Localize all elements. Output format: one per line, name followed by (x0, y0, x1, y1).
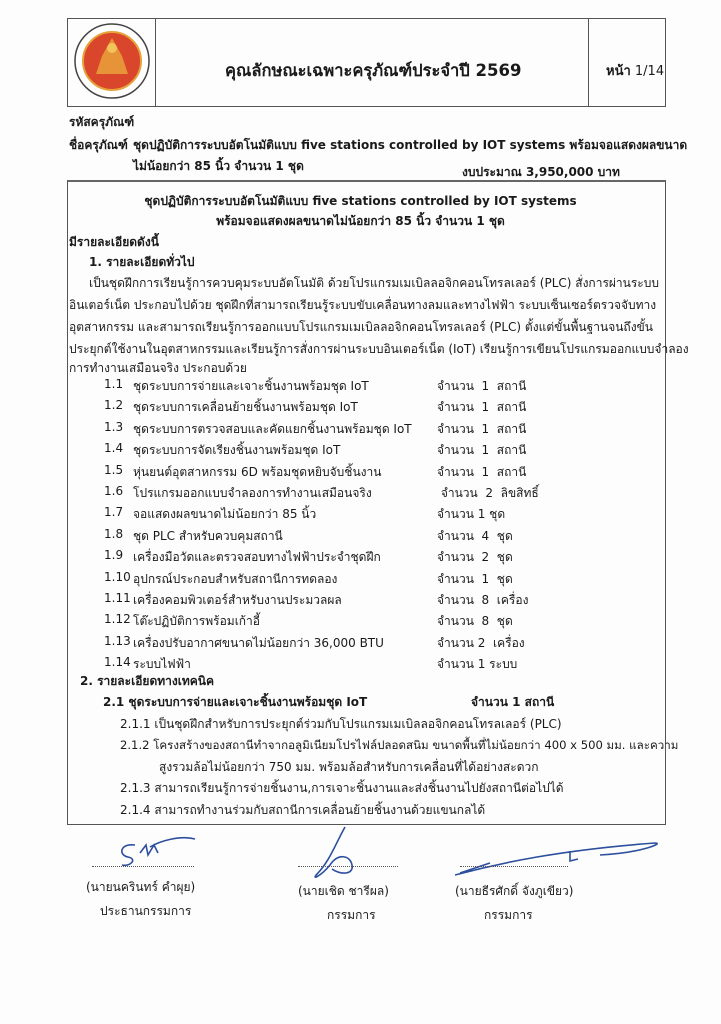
name-label: ชื่อครุภัณฑ์ (69, 138, 128, 152)
item-label: เครื่องมือวัดและตรวจสอบทางไฟฟ้าประจำชุดฝึก (133, 550, 381, 565)
item-quantity: จำนวน 1 สถานี (437, 464, 527, 479)
item-quantity: จำนวน 1 สถานี (437, 421, 527, 436)
item-quantity: จำนวน 1 สถานี (437, 400, 527, 415)
item-quantity: จำนวน 2 เครื่อง (437, 635, 525, 650)
item-label: โต๊ะปฏิบัติการพร้อมเก้าอี้ (133, 614, 261, 629)
item-quantity: จำนวน 8 เครื่อง (437, 593, 529, 607)
paragraph-line: อุตสาหกรรม และสามารถเรียนรู้การออกแบบโปรแกรมเมเบิลลอจิกคอนโทรลเลอร์ (PLC) ตั้งแต่ขั้นพื้นฐานจนถึงขั้น (69, 320, 653, 334)
item-quantity: จำนวน 2 ลิขสิทธิ์ (437, 486, 539, 500)
vocational-education-logo (72, 22, 152, 100)
item-quantity: จำนวน 1 ชุด (437, 507, 506, 522)
item-quantity: จำนวน 1 สถานี (437, 443, 527, 458)
item-label: เครื่องคอมพิวเตอร์สำหรับงานประมวลผล (133, 593, 342, 607)
item-number: 1.4 (104, 441, 124, 456)
content-heading-1: ชุดปฏิบัติการระบบอัตโนมัติแบบ five stations controlled by IOT systems (144, 194, 577, 208)
section-2-title: 2. รายละเอียดทางเทคนิค (80, 674, 215, 688)
equipment-name-line2: ไม่น้อยกว่า 85 นิ้ว จำนวน 1 ชุด (133, 159, 304, 173)
signatory-name: (นายนครินทร์ คำผุย) (86, 880, 196, 894)
code-label: รหัสครุภัณฑ์ (69, 115, 135, 129)
signatory-role: กรรมการ (484, 908, 533, 922)
spec-point: สูงรวมล้อไม่น้อยกว่า 750 มม. พร้อมล้อสำหรับการเคลื่อนที่ได้อย่างสะดวก (159, 760, 539, 774)
item-quantity: จำนวน 4 ชุด (437, 528, 513, 543)
signatory-name: (นายเชิด ชารีผล) (298, 884, 389, 898)
item-label: อุปกรณ์ประกอบสำหรับสถานีการทดลอง (133, 571, 338, 586)
item-label: ชุด PLC สำหรับควบคุมสถานี (133, 528, 283, 543)
item-quantity: จำนวน 1 สถานี (437, 379, 527, 393)
item-number: 1.10 (104, 569, 131, 584)
document-title: คุณลักษณะเฉพาะครุภัณฑ์ประจำปี 2569 (225, 61, 522, 80)
item-number: 1.8 (104, 526, 124, 541)
signatory-role: ประธานกรรมการ (100, 904, 192, 918)
item-number: 1.14 (104, 655, 131, 670)
paragraph-line: การทำงานเสมือนจริง ประกอบด้วย (69, 361, 247, 375)
paragraph-line: ประยุกต์ใช้งานในอุตสาหกรรมและเรียนรู้การสั่งการผ่านระบบอินเตอร์เน็ต (IoT) เรียนรู้การเขียนโปรแกรมออกแบบจำลอง (69, 342, 689, 356)
signature-1 (122, 838, 195, 866)
item-label: ระบบไฟฟ้า (133, 657, 191, 672)
subsection-2-1-qty: จำนวน 1 สถานี (471, 695, 555, 709)
signature-line (298, 866, 398, 867)
item-label: จอแสดงผลขนาดไม่น้อยกว่า 85 นิ้ว (133, 507, 317, 522)
item-number: 1.3 (104, 419, 124, 434)
spec-point: 2.1.1 เป็นชุดฝึกสำหรับการประยุกต์ร่วมกับโปรแกรมเมเบิลลอจิกคอนโทรลเลอร์ (PLC) (120, 717, 562, 731)
budget: งบประมาณ 3,950,000 บาท (462, 165, 620, 179)
spec-point: 2.1.2 โครงสร้างของสถานีทำจากอลูมิเนียมโปรไฟล์ปลอดสนิม ขนาดพื้นที่ไม่น้อยกว่า 400 x 500 มม. และความ (120, 738, 679, 752)
item-number: 1.11 (104, 591, 131, 605)
intro-label: มีรายละเอียดดังนี้ (69, 235, 159, 249)
item-quantity: จำนวน 8 ชุด (437, 614, 513, 629)
item-label: ชุดระบบการตรวจสอบและคัดแยกชิ้นงานพร้อมชุด IoT (133, 421, 412, 436)
item-label: เครื่องปรับอากาศขนาดไม่น้อยกว่า 36,000 BTU (133, 635, 384, 650)
item-number: 1.12 (104, 612, 131, 627)
signatory-role: กรรมการ (327, 908, 376, 922)
subsection-2-1-title: 2.1 ชุดระบบการจ่ายและเจาะชิ้นงานพร้อมชุด IoT (103, 695, 368, 709)
signature-line (460, 866, 568, 867)
item-number: 1.1 (104, 377, 124, 391)
content-heading-2: พร้อมจอแสดงผลขนาดไม่น้อยกว่า 85 นิ้ว จำนวน 1 ชุด (216, 214, 505, 228)
item-label: โปรแกรมออกแบบจำลองการทำงานเสมือนจริง (133, 486, 372, 500)
divider (588, 18, 589, 106)
item-number: 1.6 (104, 484, 124, 498)
paragraph-line: อินเตอร์เน็ต ประกอบไปด้วย ชุดฝึกที่สามารถเรียนรู้ระบบขับเคลื่อนทางลมและทางไฟฟ้า ระบบเซ็นเซอร์ตรวจจับทาง (69, 298, 657, 312)
item-label: ชุดระบบการเคลื่อนย้ายชิ้นงานพร้อมชุด IoT (133, 400, 358, 415)
signatory-name: (นายธีรศักดิ์ จังภูเขียว) (455, 884, 574, 898)
signatures-ink (80, 825, 680, 885)
item-label: หุ่นยนต์อุตสาหกรรม 6D พร้อมชุดหยิบจับชิ้นงาน (133, 464, 382, 479)
item-number: 1.9 (104, 548, 124, 563)
item-number: 1.5 (104, 462, 124, 477)
item-quantity: จำนวน 2 ชุด (437, 550, 513, 565)
spec-point: 2.1.3 สามารถเรียนรู้การจ่ายชิ้นงาน,การเจาะชิ้นงานและส่งชิ้นงานไปยังสถานีต่อไปได้ (120, 781, 564, 795)
equipment-name-line1: ชุดปฏิบัติการระบบอัตโนมัติแบบ five stations controlled by IOT systems พร้อมจอแสดงผลขนาด (133, 138, 688, 152)
item-number: 1.2 (104, 398, 124, 413)
signature-2 (315, 827, 352, 877)
spec-point: 2.1.4 สามารถทำงานร่วมกับสถานีการเคลื่อนย้ายชิ้นงานด้วยแขนกลได้ (120, 803, 486, 817)
page-number (606, 60, 664, 81)
signature-line (92, 866, 194, 867)
divider (155, 18, 156, 106)
item-number: 1.7 (104, 505, 124, 520)
item-quantity: จำนวน 1 ระบบ (437, 657, 518, 672)
item-quantity: จำนวน 1 ชุด (437, 571, 513, 586)
signature-3 (455, 843, 657, 875)
page-value: 1/14 (634, 64, 665, 79)
section-1-title: 1. รายละเอียดทั่วไป (89, 255, 195, 269)
item-number: 1.13 (104, 633, 131, 648)
item-label: ชุดระบบการจัดเรียงชิ้นงานพร้อมชุด IoT (133, 443, 341, 458)
item-label: ชุดระบบการจ่ายและเจาะชิ้นงานพร้อมชุด IoT (133, 379, 369, 393)
page-label: หน้า (606, 64, 631, 79)
paragraph-line: เป็นชุดฝึกการเรียนรู้การควบคุมระบบอัตโนมัติ ด้วยโปรแกรมเมเบิลลอจิกคอนโทรลเลอร์ (PLC) สั่งการผ่านระบบ (89, 276, 659, 290)
